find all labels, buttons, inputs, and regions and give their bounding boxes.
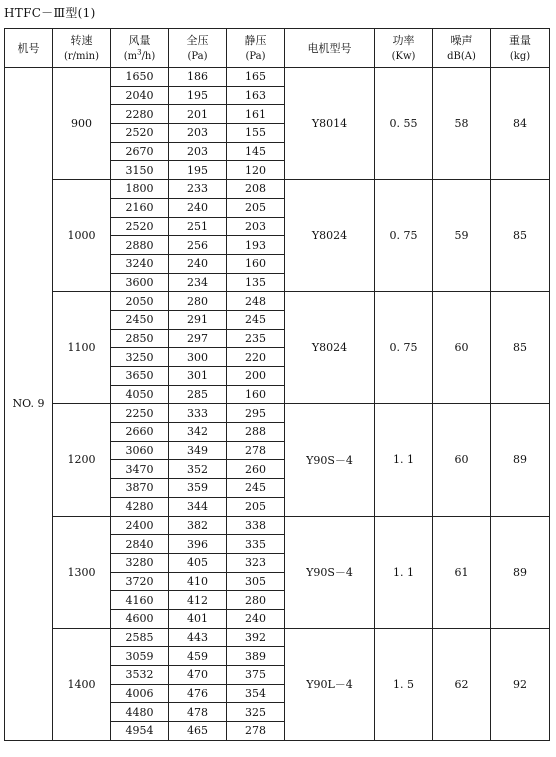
static-pressure-cell: 235 bbox=[227, 329, 285, 348]
static-pressure-cell: 135 bbox=[227, 273, 285, 292]
total-pressure-cell: 280 bbox=[169, 292, 227, 311]
total-pressure-cell: 342 bbox=[169, 423, 227, 442]
static-pressure-cell: 280 bbox=[227, 591, 285, 610]
total-pressure-cell: 405 bbox=[169, 553, 227, 572]
airflow-cell: 2400 bbox=[111, 516, 169, 535]
static-pressure-cell: 161 bbox=[227, 105, 285, 124]
airflow-cell: 3280 bbox=[111, 553, 169, 572]
power-cell: 1. 1 bbox=[375, 404, 433, 516]
speed-cell: 1300 bbox=[53, 516, 111, 628]
speed-cell: 1200 bbox=[53, 404, 111, 516]
table-row bbox=[5, 516, 550, 535]
total-pressure-cell: 301 bbox=[169, 367, 227, 386]
airflow-cell: 3532 bbox=[111, 666, 169, 685]
total-pressure-cell: 344 bbox=[169, 497, 227, 516]
static-pressure-cell: 323 bbox=[227, 553, 285, 572]
airflow-cell: 4600 bbox=[111, 609, 169, 628]
airflow-cell: 4160 bbox=[111, 591, 169, 610]
static-pressure-cell: 155 bbox=[227, 124, 285, 143]
airflow-cell: 2280 bbox=[111, 105, 169, 124]
airflow-cell: 4280 bbox=[111, 497, 169, 516]
speed-cell: 1000 bbox=[53, 180, 111, 292]
static-pressure-cell: 389 bbox=[227, 647, 285, 666]
static-pressure-cell: 120 bbox=[227, 161, 285, 180]
total-pressure-cell: 240 bbox=[169, 198, 227, 217]
static-pressure-cell: 220 bbox=[227, 348, 285, 367]
total-pressure-cell: 234 bbox=[169, 273, 227, 292]
airflow-cell: 2450 bbox=[111, 310, 169, 329]
header-speed: 转速 (r/min) bbox=[53, 29, 111, 68]
noise-cell: 61 bbox=[433, 516, 491, 628]
airflow-cell: 2250 bbox=[111, 404, 169, 423]
static-pressure-cell: 205 bbox=[227, 198, 285, 217]
total-pressure-cell: 300 bbox=[169, 348, 227, 367]
noise-cell: 62 bbox=[433, 628, 491, 740]
machine-number-cell: NO. 9 bbox=[5, 68, 53, 741]
airflow-cell: 4954 bbox=[111, 722, 169, 741]
airflow-cell: 2585 bbox=[111, 628, 169, 647]
airflow-cell: 4480 bbox=[111, 703, 169, 722]
table-row bbox=[5, 68, 550, 87]
noise-cell: 60 bbox=[433, 292, 491, 404]
airflow-cell: 4050 bbox=[111, 385, 169, 404]
total-pressure-cell: 233 bbox=[169, 180, 227, 199]
weight-cell: 89 bbox=[491, 516, 550, 628]
static-pressure-cell: 240 bbox=[227, 609, 285, 628]
static-pressure-cell: 295 bbox=[227, 404, 285, 423]
header-static-pressure: 静压 (Pa) bbox=[227, 29, 285, 68]
total-pressure-cell: 186 bbox=[169, 68, 227, 87]
speed-cell: 1400 bbox=[53, 628, 111, 740]
motor-cell: Y8024 bbox=[285, 292, 375, 404]
power-cell: 1. 1 bbox=[375, 516, 433, 628]
motor-cell: Y90S－4 bbox=[285, 404, 375, 516]
weight-cell: 85 bbox=[491, 292, 550, 404]
total-pressure-cell: 201 bbox=[169, 105, 227, 124]
total-pressure-cell: 240 bbox=[169, 254, 227, 273]
static-pressure-cell: 288 bbox=[227, 423, 285, 442]
static-pressure-cell: 248 bbox=[227, 292, 285, 311]
total-pressure-cell: 297 bbox=[169, 329, 227, 348]
airflow-cell: 3720 bbox=[111, 572, 169, 591]
airflow-cell: 1650 bbox=[111, 68, 169, 87]
power-cell: 0. 55 bbox=[375, 68, 433, 180]
static-pressure-cell: 193 bbox=[227, 236, 285, 255]
airflow-cell: 2850 bbox=[111, 329, 169, 348]
airflow-cell: 2040 bbox=[111, 86, 169, 105]
header-noise: 噪声 dB(A) bbox=[433, 29, 491, 68]
weight-cell: 92 bbox=[491, 628, 550, 740]
total-pressure-cell: 412 bbox=[169, 591, 227, 610]
table-row bbox=[5, 180, 550, 199]
weight-cell: 89 bbox=[491, 404, 550, 516]
total-pressure-cell: 195 bbox=[169, 86, 227, 105]
airflow-cell: 3650 bbox=[111, 367, 169, 386]
table-header-row bbox=[5, 29, 550, 68]
header-power: 功率 (Kw) bbox=[375, 29, 433, 68]
header-weight: 重量 (kg) bbox=[491, 29, 550, 68]
power-cell: 0. 75 bbox=[375, 180, 433, 292]
static-pressure-cell: 325 bbox=[227, 703, 285, 722]
static-pressure-cell: 278 bbox=[227, 722, 285, 741]
total-pressure-cell: 410 bbox=[169, 572, 227, 591]
static-pressure-cell: 245 bbox=[227, 310, 285, 329]
power-cell: 0. 75 bbox=[375, 292, 433, 404]
total-pressure-cell: 291 bbox=[169, 310, 227, 329]
total-pressure-cell: 349 bbox=[169, 441, 227, 460]
total-pressure-cell: 352 bbox=[169, 460, 227, 479]
airflow-cell: 3150 bbox=[111, 161, 169, 180]
speed-cell: 900 bbox=[53, 68, 111, 180]
total-pressure-cell: 195 bbox=[169, 161, 227, 180]
static-pressure-cell: 392 bbox=[227, 628, 285, 647]
airflow-cell: 2050 bbox=[111, 292, 169, 311]
motor-cell: Y90S－4 bbox=[285, 516, 375, 628]
airflow-cell: 2670 bbox=[111, 142, 169, 161]
static-pressure-cell: 165 bbox=[227, 68, 285, 87]
total-pressure-cell: 382 bbox=[169, 516, 227, 535]
noise-cell: 58 bbox=[433, 68, 491, 180]
static-pressure-cell: 305 bbox=[227, 572, 285, 591]
airflow-cell: 2660 bbox=[111, 423, 169, 442]
airflow-cell: 2880 bbox=[111, 236, 169, 255]
noise-cell: 60 bbox=[433, 404, 491, 516]
static-pressure-cell: 354 bbox=[227, 684, 285, 703]
static-pressure-cell: 160 bbox=[227, 254, 285, 273]
total-pressure-cell: 401 bbox=[169, 609, 227, 628]
total-pressure-cell: 203 bbox=[169, 124, 227, 143]
fan-spec-table bbox=[4, 28, 550, 741]
airflow-cell: 1800 bbox=[111, 180, 169, 199]
total-pressure-cell: 359 bbox=[169, 479, 227, 498]
total-pressure-cell: 476 bbox=[169, 684, 227, 703]
static-pressure-cell: 203 bbox=[227, 217, 285, 236]
header-total-pressure: 全压 (Pa) bbox=[169, 29, 227, 68]
total-pressure-cell: 333 bbox=[169, 404, 227, 423]
header-airflow: 风量 $(m^3/h)$ bbox=[111, 29, 169, 68]
airflow-cell: 3470 bbox=[111, 460, 169, 479]
airflow-cell: 2840 bbox=[111, 535, 169, 554]
weight-cell: 85 bbox=[491, 180, 550, 292]
airflow-cell: 2160 bbox=[111, 198, 169, 217]
total-pressure-cell: 285 bbox=[169, 385, 227, 404]
table-row bbox=[5, 292, 550, 311]
static-pressure-cell: 208 bbox=[227, 180, 285, 199]
motor-cell: Y8024 bbox=[285, 180, 375, 292]
total-pressure-cell: 256 bbox=[169, 236, 227, 255]
header-motor: 电机型号 bbox=[285, 29, 375, 68]
noise-cell: 59 bbox=[433, 180, 491, 292]
static-pressure-cell: 335 bbox=[227, 535, 285, 554]
airflow-cell: 3250 bbox=[111, 348, 169, 367]
static-pressure-cell: 260 bbox=[227, 460, 285, 479]
airflow-cell: 4006 bbox=[111, 684, 169, 703]
page-title: HTFC－Ⅲ型(1) bbox=[4, 6, 96, 20]
power-cell: 1. 5 bbox=[375, 628, 433, 740]
table-row bbox=[5, 628, 550, 647]
airflow-cell: 3060 bbox=[111, 441, 169, 460]
total-pressure-cell: 459 bbox=[169, 647, 227, 666]
static-pressure-cell: 145 bbox=[227, 142, 285, 161]
static-pressure-cell: 375 bbox=[227, 666, 285, 685]
static-pressure-cell: 278 bbox=[227, 441, 285, 460]
static-pressure-cell: 338 bbox=[227, 516, 285, 535]
weight-cell: 84 bbox=[491, 68, 550, 180]
total-pressure-cell: 465 bbox=[169, 722, 227, 741]
airflow-cell: 3600 bbox=[111, 273, 169, 292]
speed-cell: 1100 bbox=[53, 292, 111, 404]
total-pressure-cell: 470 bbox=[169, 666, 227, 685]
static-pressure-cell: 163 bbox=[227, 86, 285, 105]
table-body bbox=[5, 68, 550, 741]
motor-cell: Y90L－4 bbox=[285, 628, 375, 740]
total-pressure-cell: 251 bbox=[169, 217, 227, 236]
total-pressure-cell: 396 bbox=[169, 535, 227, 554]
airflow-cell: 3059 bbox=[111, 647, 169, 666]
table-row bbox=[5, 404, 550, 423]
total-pressure-cell: 443 bbox=[169, 628, 227, 647]
static-pressure-cell: 160 bbox=[227, 385, 285, 404]
static-pressure-cell: 245 bbox=[227, 479, 285, 498]
motor-cell: Y8014 bbox=[285, 68, 375, 180]
total-pressure-cell: 203 bbox=[169, 142, 227, 161]
airflow-cell: 2520 bbox=[111, 124, 169, 143]
airflow-cell: 2520 bbox=[111, 217, 169, 236]
static-pressure-cell: 205 bbox=[227, 497, 285, 516]
header-model: 机号 bbox=[5, 29, 53, 68]
airflow-cell: 3240 bbox=[111, 254, 169, 273]
static-pressure-cell: 200 bbox=[227, 367, 285, 386]
airflow-cell: 3870 bbox=[111, 479, 169, 498]
total-pressure-cell: 478 bbox=[169, 703, 227, 722]
